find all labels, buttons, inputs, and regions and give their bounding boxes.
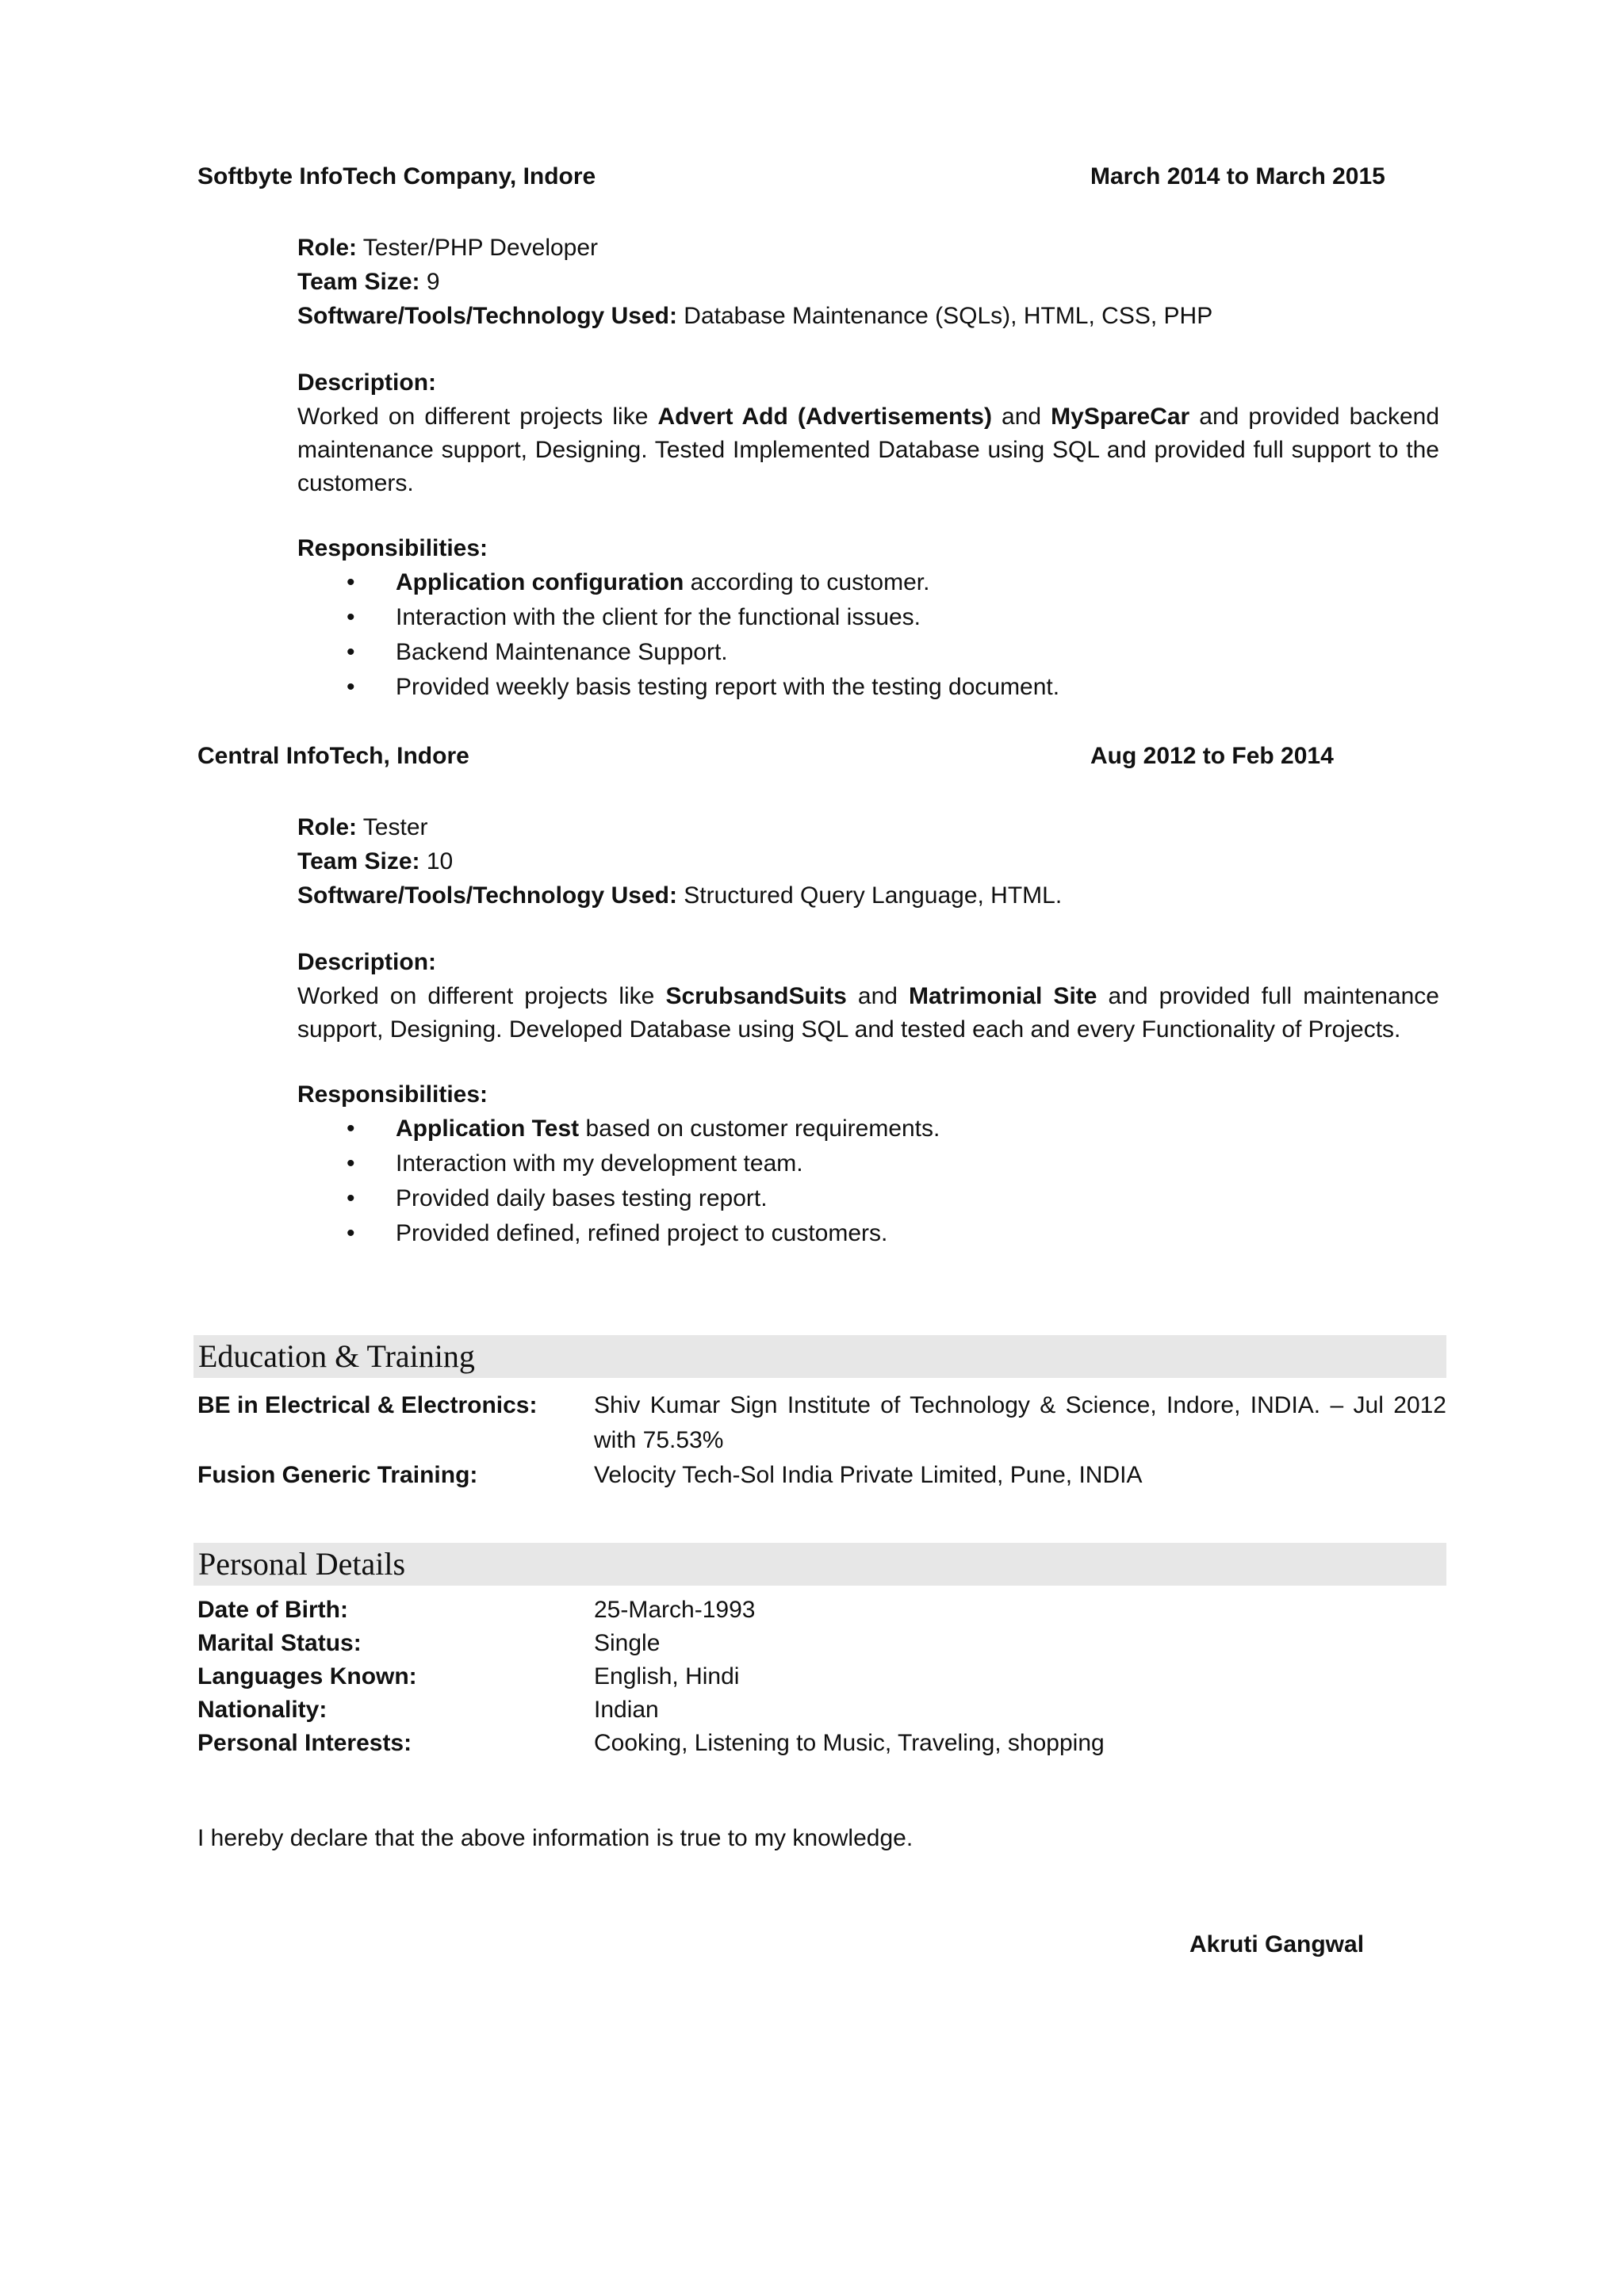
item-text: Interaction with the client for the functional issues. (396, 604, 921, 630)
personal-section-header (193, 1543, 1446, 1586)
project-name: Matrimonial Site (909, 983, 1097, 1009)
description-text (297, 400, 1439, 500)
team-size-value: 9 (419, 269, 440, 295)
table-row (197, 1458, 1446, 1493)
description-part: and (991, 404, 1051, 430)
row-value: Shiv Kumar Sign Institute of Technology & Science, Indore, INDIA. – Jul 2012 with 75.53% (594, 1392, 1446, 1453)
personal-table (197, 1594, 1446, 1760)
role-line (297, 232, 1439, 266)
row-key: Nationality: (197, 1697, 327, 1723)
row-key: BE in Electrical & Electronics: (197, 1392, 538, 1418)
job-details-2 (297, 811, 1439, 1252)
list-item (297, 1147, 1439, 1182)
table-row (197, 1627, 1446, 1660)
item-text: Provided defined, refined project to customers. (396, 1220, 888, 1246)
table-row (197, 1693, 1446, 1727)
team-size-label: Team Size: (297, 269, 420, 295)
row-key: Marital Status: (197, 1630, 362, 1656)
responsibilities-heading (297, 532, 1439, 566)
list-item (297, 566, 1439, 601)
item-text: Interaction with my development team. (396, 1150, 803, 1177)
tools-label: Software/Tools/Technology Used: (297, 882, 677, 909)
table-row (197, 1727, 1446, 1760)
item-text: Provided daily bases testing report. (396, 1185, 768, 1211)
tools-value: Database Maintenance (SQLs), HTML, CSS, PHP (676, 303, 1213, 329)
role-line (297, 811, 1439, 845)
team-size-value: 10 (419, 848, 454, 874)
row-value: 25-March-1993 (594, 1597, 756, 1623)
job-details-1 (297, 232, 1439, 706)
description-label: Description: (297, 949, 437, 975)
list-item (297, 636, 1439, 671)
job-header-2 (197, 743, 1403, 778)
bullet-icon: • (347, 604, 355, 630)
section-title: Personal Details (198, 1546, 406, 1582)
tools-line (297, 879, 1439, 913)
list-item (297, 1112, 1439, 1147)
role-value: Tester (357, 814, 428, 840)
section-title: Education & Training (198, 1338, 475, 1374)
responsibilities-list (297, 566, 1439, 706)
education-table (197, 1388, 1446, 1493)
description-label: Description: (297, 369, 437, 396)
team-size-line (297, 845, 1439, 879)
item-text: based on customer requirements. (579, 1115, 940, 1142)
row-key: Languages Known: (197, 1663, 417, 1689)
project-name: MySpareCar (1051, 404, 1190, 430)
education-section-header (193, 1335, 1446, 1378)
bullet-icon: • (347, 1185, 355, 1211)
role-label: Role: (297, 235, 357, 261)
responsibilities-label: Responsibilities: (297, 535, 488, 561)
role-label: Role: (297, 814, 357, 840)
company-name: Softbyte InfoTech Company, Indore (197, 163, 596, 189)
item-bold: Application Test (396, 1115, 580, 1142)
item-text: Backend Maintenance Support. (396, 639, 728, 665)
responsibilities-list (297, 1112, 1439, 1252)
bullet-icon: • (347, 1220, 355, 1246)
description-heading (297, 366, 1439, 400)
signature-name: Akruti Gangwal (1189, 1931, 1365, 1957)
row-value: Indian (594, 1697, 659, 1723)
table-row (197, 1594, 1446, 1627)
list-item (297, 601, 1439, 636)
row-key: Fusion Generic Training: (197, 1462, 478, 1488)
description-part: and provided backend maintenance support, Designing. Tested Implemented Database using SQL and provided full support to the customers. (297, 404, 1439, 496)
table-row (197, 1660, 1446, 1693)
project-name: Advert Add (Advertisements) (657, 404, 992, 430)
row-value: Cooking, Listening to Music, Traveling, shopping (594, 1730, 1105, 1756)
list-item (297, 1217, 1439, 1252)
row-key: Date of Birth: (197, 1597, 348, 1623)
job-dates: March 2014 to March 2015 (1090, 163, 1385, 189)
row-key: Personal Interests: (197, 1730, 412, 1756)
bullet-icon: • (347, 1150, 355, 1177)
description-part: Worked on different projects like (297, 404, 658, 430)
job-header-1 (197, 163, 1403, 198)
item-text: Provided weekly basis testing report with the testing document. (396, 674, 1060, 700)
team-size-line (297, 266, 1439, 300)
bullet-icon: • (347, 639, 355, 665)
responsibilities-label: Responsibilities: (297, 1081, 488, 1108)
description-text (297, 980, 1439, 1047)
project-name: ScrubsandSuits (665, 983, 847, 1009)
tools-line (297, 300, 1439, 334)
list-item (297, 671, 1439, 706)
tools-value: Structured Query Language, HTML. (676, 882, 1063, 909)
bullet-icon: • (347, 1115, 355, 1142)
row-value: English, Hindi (594, 1663, 740, 1689)
description-heading (297, 946, 1439, 980)
bullet-icon: • (347, 569, 355, 595)
row-value: Velocity Tech-Sol India Private Limited, Pune, INDIA (594, 1462, 1143, 1488)
tools-label: Software/Tools/Technology Used: (297, 303, 677, 329)
item-text: according to customer. (684, 569, 930, 595)
job-dates: Aug 2012 to Feb 2014 (1090, 743, 1334, 769)
row-value: Single (594, 1630, 661, 1656)
role-value: Tester/PHP Developer (357, 235, 599, 261)
list-item (297, 1182, 1439, 1217)
team-size-label: Team Size: (297, 848, 420, 874)
bullet-icon: • (347, 674, 355, 700)
description-part: Worked on different projects like (297, 983, 666, 1009)
declaration-text: I hereby declare that the above information is true to my knowledge. (197, 1825, 914, 1851)
table-row (197, 1388, 1446, 1458)
description-part: and provided full maintenance support, Designing. Developed Database using SQL and tested each and every Functionality of Projects. (297, 983, 1439, 1043)
responsibilities-heading (297, 1078, 1439, 1112)
description-part: and (846, 983, 910, 1009)
company-name: Central InfoTech, Indore (197, 743, 469, 769)
item-bold: Application configuration (396, 569, 684, 595)
